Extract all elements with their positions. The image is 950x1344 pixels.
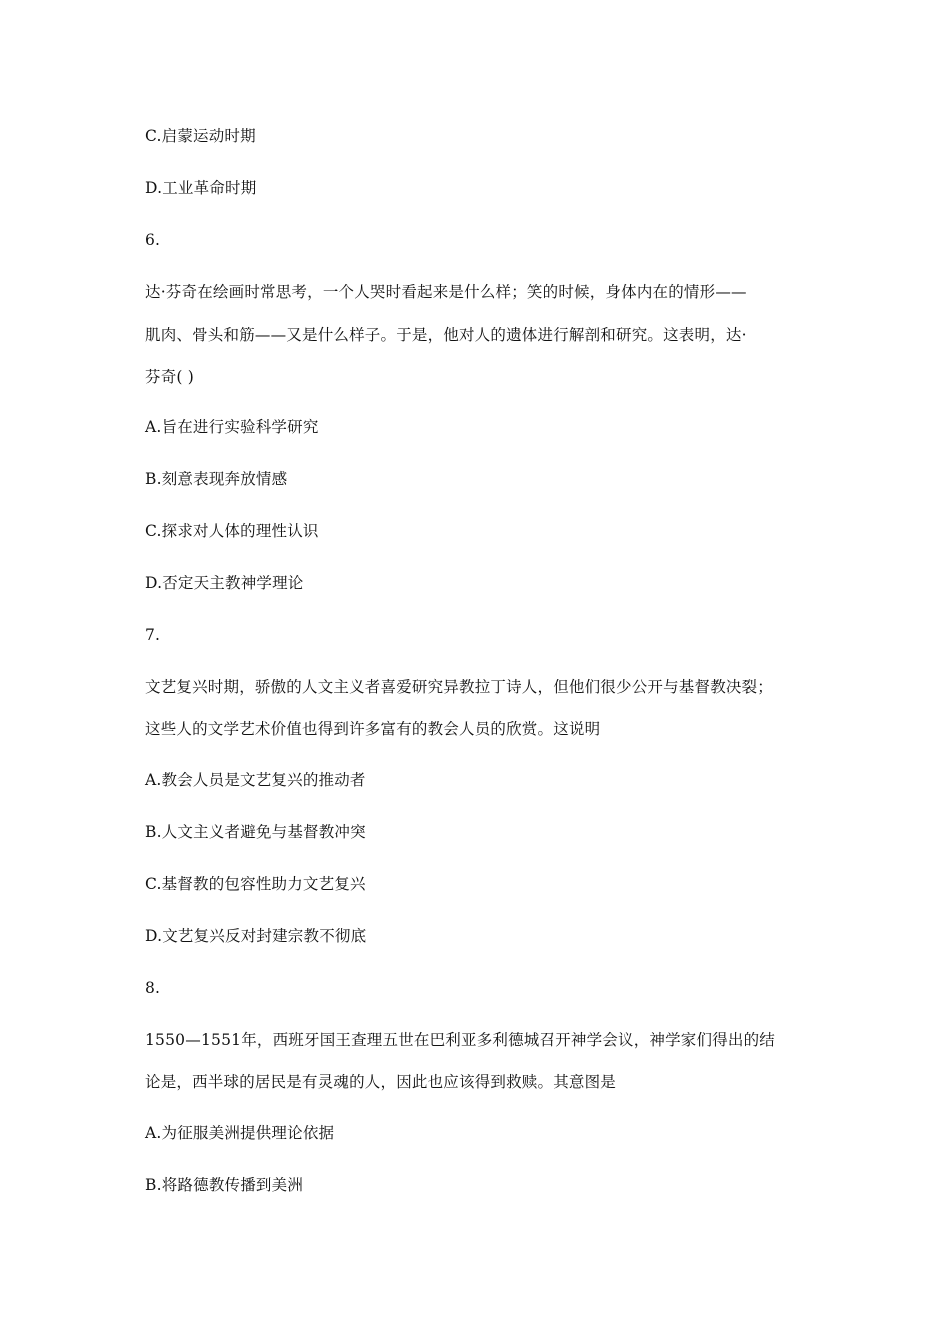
q6-option-d: D.否定天主教神学理论 — [145, 574, 304, 592]
q6-option-b: B.刻意表现奔放情感 — [145, 470, 288, 488]
q5-option-d: D.工业革命时期 — [145, 179, 257, 197]
q7-option-a: A.教会人员是文艺复兴的推动者 — [145, 771, 366, 789]
q7-stem-line-2: 这些人的文学艺术价值也得到许多富有的教会人员的欣赏。这说明 — [145, 720, 601, 738]
q7-number: 7. — [145, 626, 161, 644]
q7-option-b: B.人文主义者避免与基督教冲突 — [145, 823, 366, 841]
q8-option-a: A.为征服美洲提供理论依据 — [145, 1124, 335, 1142]
q6-stem-line-3: 芬奇( ) — [145, 368, 195, 386]
q8-number: 8. — [145, 979, 161, 997]
q8-option-b: B.将路德教传播到美洲 — [145, 1176, 304, 1194]
q6-stem-line-2: 肌肉、骨头和筋——又是什么样子。于是，他对人的遗体进行解剖和研究。这表明，达· — [145, 326, 747, 344]
q7-option-d: D.文艺复兴反对封建宗教不彻底 — [145, 927, 367, 945]
q7-stem-line-1: 文艺复兴时期，骄傲的人文主义者喜爱研究异教拉丁诗人，但他们很少公开与基督教决裂； — [145, 678, 774, 696]
q8-stem-line-1: 1550—1551年，西班牙国王查理五世在巴利亚多利德城召开神学会议，神学家们得出的结 — [145, 1031, 775, 1049]
q6-option-c: C.探求对人体的理性认识 — [145, 522, 319, 540]
q6-option-a: A.旨在进行实验科学研究 — [145, 418, 319, 436]
q6-number: 6. — [145, 231, 161, 249]
q6-stem-line-1: 达·芬奇在绘画时常思考，一个人哭时看起来是什么样；笑的时候，身体内在的情形—— — [145, 283, 747, 301]
q8-stem-line-2: 论是，西半球的居民是有灵魂的人，因此也应该得到救赎。其意图是 — [145, 1073, 617, 1091]
q7-option-c: C.基督教的包容性助力文艺复兴 — [145, 875, 366, 893]
q5-option-c: C.启蒙运动时期 — [145, 127, 256, 145]
